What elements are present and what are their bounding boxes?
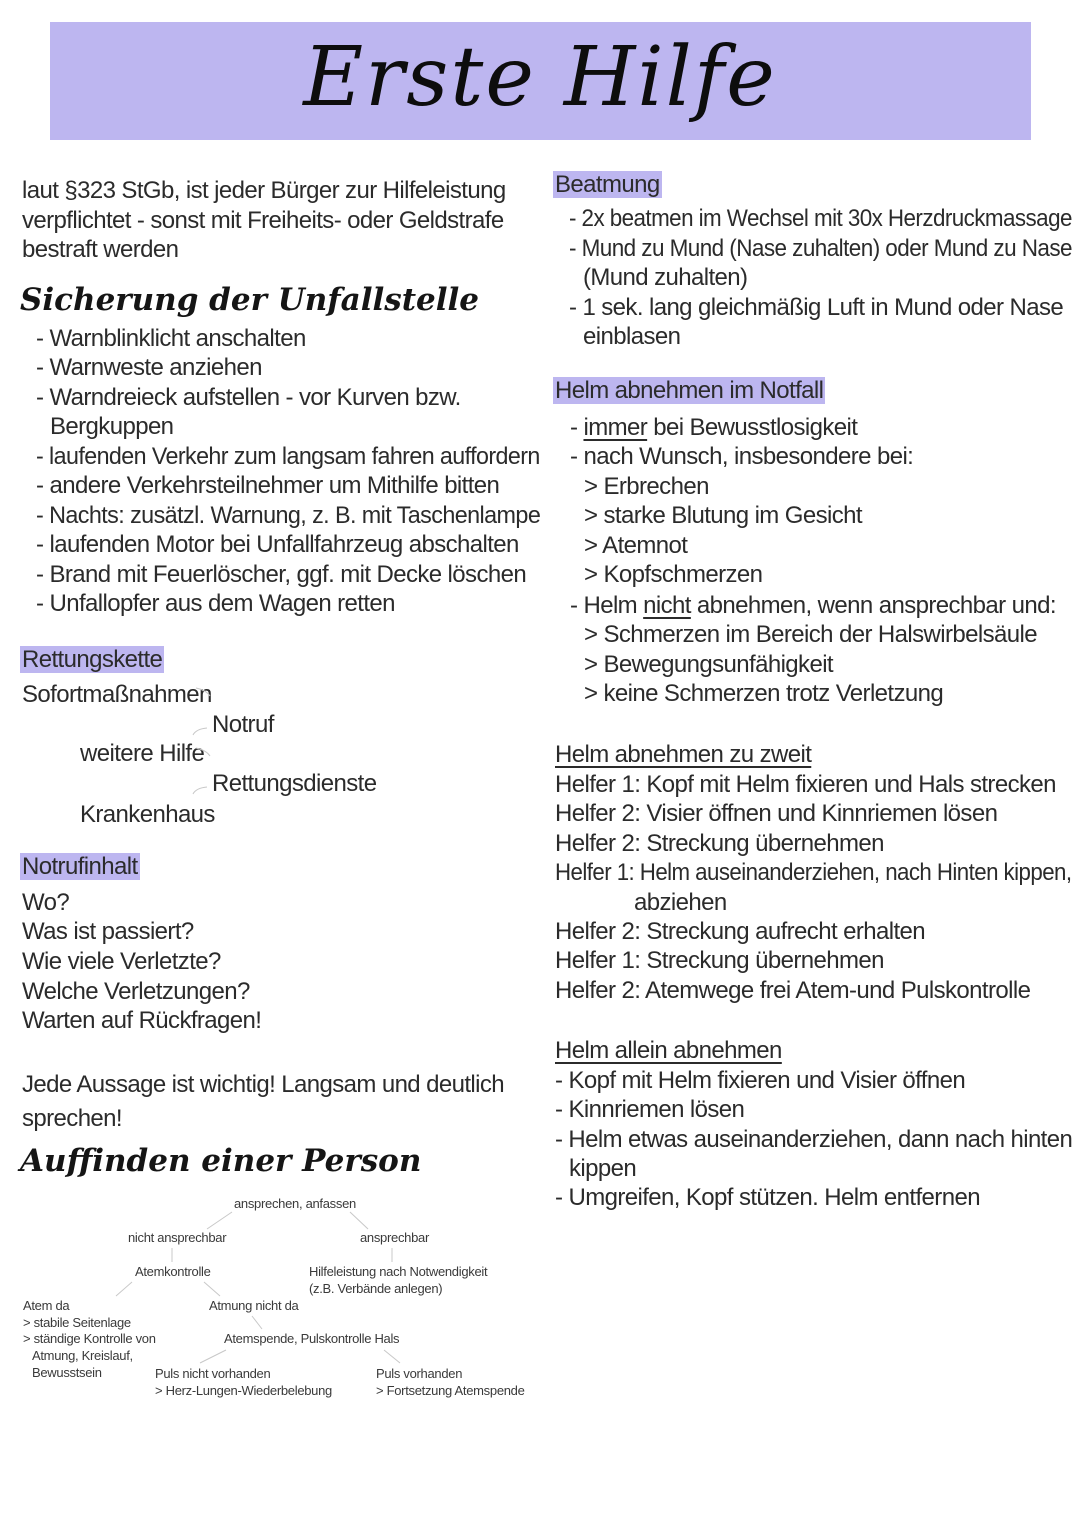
list-item: Helfer 2: Streckung übernehmen	[555, 830, 884, 857]
rettungskette-krankenhaus: Krankenhaus	[80, 801, 215, 828]
list-item: - Mund zu Mund (Nase zuhalten) oder Mund zu Nase	[569, 235, 1073, 262]
list-item: - Unfallopfer aus dem Wagen retten	[36, 590, 395, 617]
list-item: - Helm etwas auseinanderziehen, dann nach hinten	[555, 1126, 1073, 1153]
list-item: > Schmerzen im Bereich der Halswirbelsäule	[584, 621, 1037, 648]
rettungskette-sofort: Sofortmaßnahmen	[22, 681, 212, 708]
list-item: - andere Verkehrsteilnehmer um Mithilfe bitten	[36, 472, 500, 499]
list-item: Helfer 2: Visier öffnen und Kinnriemen lösen	[555, 800, 998, 827]
list-item: > Bewegungsunfähigkeit	[584, 651, 833, 678]
list-item: kippen	[569, 1155, 637, 1182]
list-item: - Nachts: zusätzl. Warnung, z. B. mit Taschenlampe	[36, 502, 541, 529]
emphasis-immer: immer	[583, 414, 648, 441]
rettungskette-weitere-hilfe: weitere Hilfe	[80, 740, 205, 767]
heading-highlight: Beatmung	[555, 171, 660, 198]
list-item: - laufenden Motor bei Unfallfahrzeug abschalten	[36, 531, 519, 558]
section-heading-auffinden: Auffinden einer Person	[20, 1143, 422, 1179]
list-item: - immer bei Bewusstlosigkeit	[570, 414, 858, 441]
section-heading-helm-zweit: Helm abnehmen zu zweit	[555, 741, 812, 768]
list-item: - 2x beatmen im Wechsel mit 30x Herzdruckmassage	[569, 205, 1072, 232]
list-item: > Atemnot	[584, 532, 688, 559]
list-item: Wo?	[22, 889, 70, 916]
list-item: Wie viele Verletzte?	[22, 948, 221, 975]
section-heading-helm-notfall	[553, 376, 825, 406]
intro-line: verpflichtet - sonst mit Freiheits- oder Geldstrafe	[22, 207, 504, 234]
list-item: Bergkuppen	[50, 413, 174, 440]
list-item: - nach Wunsch, insbesondere bei:	[570, 443, 914, 470]
flow-atemkontrolle: Atemkontrolle	[135, 1264, 211, 1279]
heading-highlight: Rettungskette	[22, 646, 163, 673]
section-heading-beatmung	[553, 170, 662, 200]
list-item-text: - Helm	[570, 592, 644, 619]
section-heading-sicherung: Sicherung der Unfallstelle	[20, 282, 480, 318]
flow-atem-da: Atmung, Kreislauf,	[32, 1348, 133, 1363]
list-item: > Kopfschmerzen	[584, 561, 763, 588]
list-item: - Warndreieck aufstellen - vor Kurven bzw.	[36, 384, 461, 411]
heading-highlight: Helm abnehmen im Notfall	[555, 377, 824, 404]
list-item-text: abnehmen, wenn ansprechbar und:	[690, 592, 1056, 619]
list-item: (Mund zuhalten)	[583, 264, 748, 291]
flow-hilfeleistung: (z.B. Verbände anlegen)	[309, 1281, 443, 1296]
list-item: - 1 sek. lang gleichmäßig Luft in Mund oder Nase	[569, 294, 1064, 321]
flow-ansprechbar: ansprechbar	[360, 1230, 429, 1245]
list-item: - Kinnriemen lösen	[555, 1096, 745, 1123]
notruf-note: sprechen!	[22, 1105, 122, 1132]
rettungskette-rettungsdienste: Rettungsdienste	[212, 770, 377, 797]
list-item: > starke Blutung im Gesicht	[584, 502, 862, 529]
heading-highlight: Notrufinhalt	[22, 853, 138, 880]
list-item: - Warnblinklicht anschalten	[36, 325, 306, 352]
list-item: Was ist passiert?	[22, 918, 194, 945]
list-item: - laufenden Verkehr zum langsam fahren auffordern	[36, 443, 540, 470]
rettungskette-notruf: Notruf	[212, 711, 274, 738]
intro-line: laut §323 StGb, ist jeder Bürger zur Hilfeleistung	[22, 177, 506, 204]
flow-puls-nicht: Puls nicht vorhanden	[155, 1366, 271, 1381]
list-item: Warten auf Rückfragen!	[22, 1007, 262, 1034]
list-item: Helfer 1: Streckung übernehmen	[555, 947, 884, 974]
emphasis-nicht: nicht	[643, 592, 691, 619]
list-item: > Erbrechen	[584, 473, 709, 500]
page-title: Erste Hilfe	[303, 30, 777, 125]
list-item: abziehen	[634, 889, 727, 916]
flow-nicht-ansprechbar: nicht ansprechbar	[128, 1230, 227, 1245]
list-item: > keine Schmerzen trotz Verletzung	[584, 680, 944, 707]
notruf-note: Jede Aussage ist wichtig! Langsam und deutlich	[22, 1071, 505, 1098]
list-item: Helfer 1: Kopf mit Helm fixieren und Hals strecken	[555, 771, 1056, 798]
flow-puls-nicht: > Herz-Lungen-Wiederbelebung	[155, 1383, 332, 1398]
flow-hilfeleistung: Hilfeleistung nach Notwendigkeit	[309, 1264, 488, 1279]
list-item: Helfer 1: Helm auseinanderziehen, nach Hinten kippen,	[555, 859, 1072, 886]
list-item: - Kopf mit Helm fixieren und Visier öffnen	[555, 1067, 966, 1094]
flow-atemspende: Atemspende, Pulskontrolle Hals	[224, 1331, 400, 1346]
flow-root: ansprechen, anfassen	[234, 1196, 356, 1211]
flow-atmung-nicht-da: Atmung nicht da	[209, 1298, 299, 1313]
flow-atem-da: Bewusstsein	[32, 1365, 102, 1380]
list-item: - Brand mit Feuerlöscher, ggf. mit Decke löschen	[36, 561, 527, 588]
intro-line: bestraft werden	[22, 236, 179, 263]
flow-puls-vorhanden: Puls vorhanden	[376, 1366, 463, 1381]
list-item: Helfer 2: Streckung aufrecht erhalten	[555, 918, 926, 945]
list-item: Welche Verletzungen?	[22, 978, 250, 1005]
list-item	[570, 591, 1056, 621]
list-item-text: bei Bewusstlosigkeit	[647, 414, 858, 441]
flow-atem-da: > stabile Seitenlage	[23, 1315, 131, 1330]
flow-puls-vorhanden: > Fortsetzung Atemspende	[376, 1383, 525, 1398]
list-item: Helfer 2: Atemwege frei Atem-und Pulskontrolle	[555, 977, 1031, 1004]
flow-atem-da: > ständige Kontrolle von	[23, 1331, 156, 1346]
list-item: - Umgreifen, Kopf stützen. Helm entfernen	[555, 1184, 980, 1211]
list-item: einblasen	[583, 323, 681, 350]
flow-atem-da: Atem da	[23, 1298, 70, 1313]
list-item: - Warnweste anziehen	[36, 354, 262, 381]
section-heading-helm-allein: Helm allein abnehmen	[555, 1037, 782, 1064]
